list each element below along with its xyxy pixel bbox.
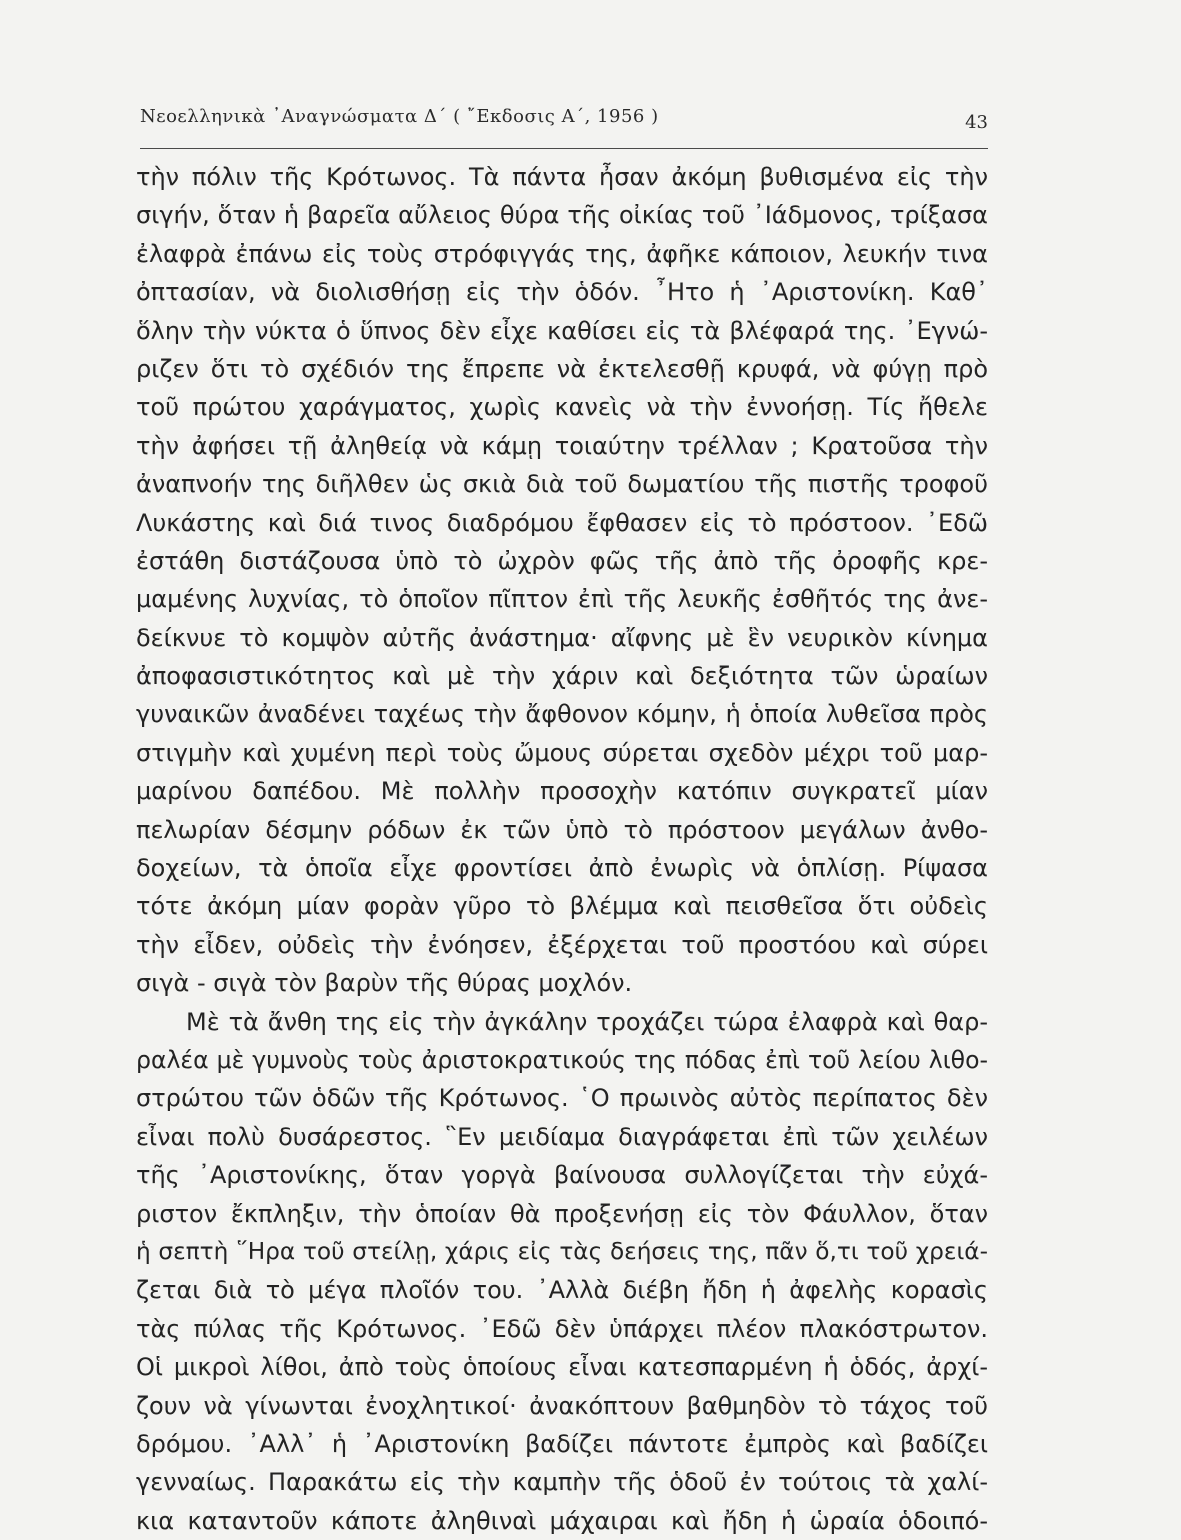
text-line: ἀποφασιστικότητος καὶ μὲ τὴν χάριν καὶ δεξιότητα τῶν ὡραίων: [136, 662, 988, 691]
text-line: ζουν νὰ γίνωνται ἐνοχλητικοί· ἀνακόπτουν βαθμηδὸν τὸ τάχος τοῦ: [136, 1391, 988, 1420]
header-rule: [140, 148, 988, 149]
text-line: μαμένης λυχνίας, τὸ ὁποῖον πῖπτον ἐπὶ τῆς λευκῆς ἐσθῆτός της ἀνε-: [136, 585, 988, 614]
text-line: ὀπτασίαν, νὰ διολισθήσῃ εἰς τὴν ὁδόν. ῏Ητο ἡ ᾿Αριστονίκη. Καθ᾿: [136, 278, 988, 307]
text-line: Λυκάστης καὶ διά τινος διαδρόμου ἔφθασεν εἰς τὸ πρόστοον. ᾿Εδῶ: [136, 508, 988, 537]
text-line: τότε ἀκόμη μίαν φορὰν γῦρο τὸ βλέμμα καὶ πεισθεῖσα ὅτι οὐδεὶς: [136, 892, 988, 921]
text-line: ἐστάθη διστάζουσα ὑπὸ τὸ ὠχρὸν φῶς τῆς ἀπὸ τῆς ὀροφῆς κρε-: [136, 546, 988, 575]
text-line: τὴν εἶδεν, οὐδεὶς τὴν ἐνόησεν, ἐξέρχεται τοῦ προστόου καὶ σύρει: [136, 930, 988, 959]
text-line: γενναίως. Παρακάτω εἰς τὴν καμπὴν τῆς ὁδοῦ ἐν τούτοις τὰ χαλί-: [136, 1468, 988, 1497]
text-line: τὰς πύλας τῆς Κρότωνος. ᾿Εδῶ δὲν ὑπάρχει πλέον πλακόστρωτον.: [136, 1314, 988, 1343]
text-line: ριζεν ὅτι τὸ σχέδιόν της ἔπρεπε νὰ ἐκτελεσθῇ κρυφά, νὰ φύγῃ πρὸ: [136, 354, 988, 383]
text-line: ὅλην τὴν νύκτα ὁ ὕπνος δὲν εἶχε καθίσει εἰς τὰ βλέφαρά της. ᾿Εγνώ-: [136, 316, 988, 345]
text-line: κια καταντοῦν κάποτε ἀληθιναὶ μάχαιραι καὶ ἤδη ἡ ὡραία ὁδοιπό-: [136, 1506, 988, 1535]
text-line: στρώτου τῶν ὁδῶν τῆς Κρότωνος. ῾Ο πρωινὸς αὐτὸς περίπατος δὲν: [136, 1084, 988, 1113]
page-number: 43: [965, 112, 988, 133]
text-line: πελωρίαν δέσμην ρόδων ἐκ τῶν ὑπὸ τὸ πρόστοον μεγάλων ἀνθο-: [136, 815, 988, 844]
text-line: ἐλαφρὰ ἐπάνω εἰς τοὺς στρόφιγγάς της, ἀφῆκε κάποιον, λευκήν τινα: [136, 239, 988, 268]
text-line: ραλέα μὲ γυμνοὺς τοὺς ἀριστοκρατικούς της πόδας ἐπὶ τοῦ λείου λιθο-: [136, 1045, 988, 1074]
text-line: γυναικῶν ἀναδένει ταχέως τὴν ἄφθονον κόμην, ἡ ὁποία λυθεῖσα πρὸς: [136, 700, 988, 729]
text-line: ζεται διὰ τὸ μέγα πλοῖόν του. ᾿Αλλὰ διέβη ἤδη ἡ ἀφελὴς κορασὶς: [136, 1276, 988, 1305]
text-line: στιγμὴν καὶ χυμένη περὶ τοὺς ὤμους σύρεται σχεδὸν μέχρι τοῦ μαρ-: [136, 738, 988, 767]
text-line: Οἱ μικροὶ λίθοι, ἀπὸ τοὺς ὁποίους εἶναι κατεσπαρμένη ἡ ὁδός, ἀρχί-: [136, 1353, 988, 1382]
body-text: [136, 158, 988, 1540]
text-line: ἡ σεπτὴ ῞Ηρα τοῦ στείλῃ, χάρις εἰς τὰς δεήσεις της, πᾶν ὅ,τι τοῦ χρειά-: [136, 1237, 988, 1265]
text-line: δρόμου. ᾿Αλλ᾿ ἡ ᾿Αριστονίκη βαδίζει πάντοτε ἐμπρὸς καὶ βαδίζει: [136, 1429, 988, 1458]
text-line: σιγήν, ὅταν ἡ βαρεῖα αὔλειος θύρα τῆς οἰκίας τοῦ ᾿Ιάδμονος, τρίξασα: [136, 201, 988, 230]
text-line: τὴν ἀφήσει τῇ ἀληθείᾳ νὰ κάμῃ τοιαύτην τρέλλαν ; Κρατοῦσα τὴν: [136, 431, 988, 460]
paragraph-start-line: Μὲ τὰ ἄνθη της εἰς τὴν ἀγκάλην τροχάζει τώρα ἐλαφρὰ καὶ θαρ-: [186, 1007, 988, 1036]
text-line: ριστον ἔκπληξιν, τὴν ὁποίαν θὰ προξενήσῃ εἰς τὸν Φάυλλον, ὅταν: [136, 1199, 988, 1228]
text-line: τοῦ πρώτου χαράγματος, χωρὶς κανεὶς νὰ τὴν ἐννοήσῃ. Τίς ἤθελε: [136, 393, 988, 422]
running-header: [140, 100, 988, 150]
text-line: τῆς ᾿Αριστονίκης, ὅταν γοργὰ βαίνουσα συλλογίζεται τὴν εὐχά-: [136, 1161, 988, 1190]
text-line: μαρίνου δαπέδου. Μὲ πολλὴν προσοχὴν κατόπιν συγκρατεῖ μίαν: [136, 777, 988, 806]
text-line: δοχείων, τὰ ὁποῖα εἶχε φροντίσει ἀπὸ ἐνωρὶς νὰ ὁπλίσῃ. Ρίψασα: [136, 854, 988, 883]
header-title: Νεοελληνικὰ ᾿Αναγνώσματα Δ΄ ( ῎Εκδοσις Α΄, 1956 ): [140, 106, 659, 127]
text-line: ἀναπνοήν της διῆλθεν ὡς σκιὰ διὰ τοῦ δωματίου τῆς πιστῆς τροφοῦ: [136, 470, 988, 499]
text-line: τὴν πόλιν τῆς Κρότωνος. Τὰ πάντα ἦσαν ἀκόμη βυθισμένα εἰς τὴν: [136, 163, 988, 191]
text-line: εἶναι πολὺ δυσάρεστος. ῝Εν μειδίαμα διαγράφεται ἐπὶ τῶν χειλέων: [136, 1122, 988, 1151]
paragraph-end-line: σιγὰ - σιγὰ τὸν βαρὺν τῆς θύρας μοχλόν.: [136, 969, 633, 998]
text-line: δείκνυε τὸ κομψὸν αὐτῆς ἀνάστημα· αἴφνης μὲ ἓν νευρικὸν κίνημα: [136, 623, 988, 652]
